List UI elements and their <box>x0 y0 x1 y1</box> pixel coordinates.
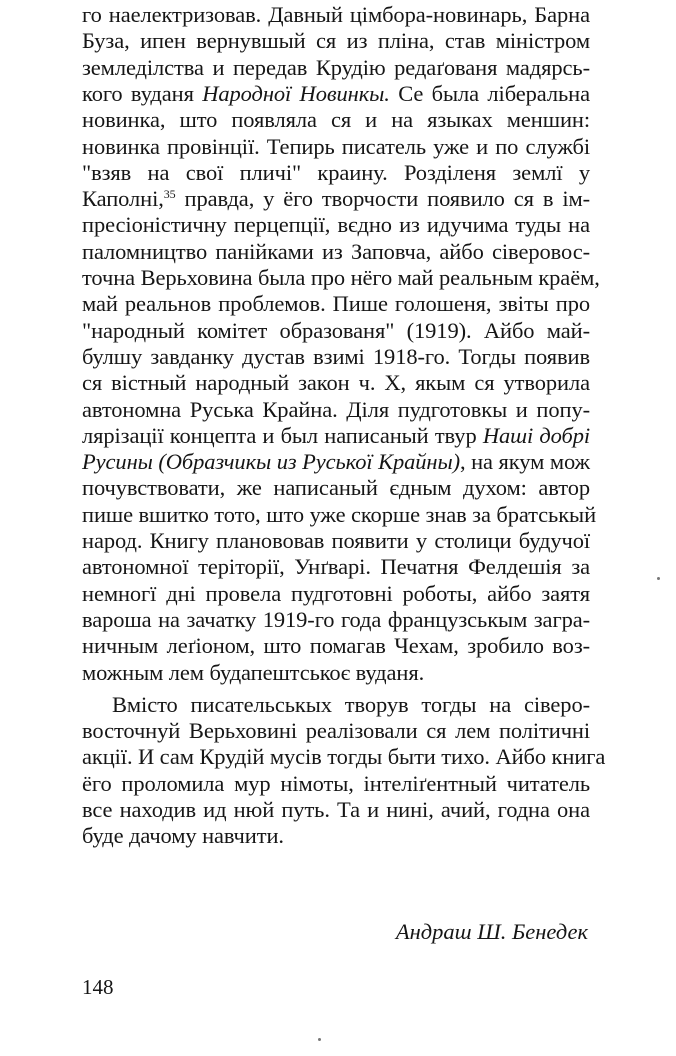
text-line: май реальнов проблемов. Пише голошеня, звіты про <box>82 291 590 317</box>
text-line: точна Верьховина была про нёго май реальным краём, <box>82 265 600 290</box>
text-line: восточнуй Верьховині реалізовали ся лем політичні <box>82 718 590 744</box>
text-line: Русины (Образчикы из Руської Крайны), на якум мож <box>82 449 591 475</box>
text-line: ёго проломила мур німоты, інтеліґентный читатель <box>82 770 590 796</box>
italic-title: Русины (Образчикы из Руської Крайны) <box>82 449 460 475</box>
text-line: пресіоністичну перцепції, вєдно из идучима туды на <box>82 212 590 238</box>
text-line: ничным леґіоном, што помагав Чехам, зробило воз- <box>82 633 590 659</box>
text-line: го наелектризовав. Давный цімбора-новинарь, Барна <box>82 2 590 27</box>
text-line: новинка, што появляла ся и на языках меншин: <box>82 107 590 133</box>
text-line: все находив ид нюй путь. Та и нині, ачий, годна она <box>82 797 590 822</box>
text-line: Вмісто писательськых творув тогды на сіверо- <box>112 691 590 717</box>
text-line: Каполні,$^{35}$ правда, у ёго творчости появило ся в ім- <box>82 186 590 212</box>
text-line: булшу завданку дустав взимі 1918-го. Тогды появив <box>82 343 590 369</box>
text-line: автономна Руська Крайна. Діля пудготовкы и попу- <box>82 396 590 422</box>
text-line: "народный комітет образованя" (1919). Айбо май- <box>82 317 590 343</box>
text-line: почувствовати, же написаный єдным духом: автор <box>82 475 590 501</box>
text-line: "взяв на свої пличі" краину. Розділеня землї у <box>82 159 590 185</box>
text-line: народ. Книгу планововав появити у столици будучої <box>82 528 590 553</box>
text-line: автономної теріторії, Унґварі. Печатня Фелдешія за <box>82 554 590 580</box>
text-line: кого вуданя Народної Новинкы. Се была ліберальна <box>82 80 590 106</box>
footnote-ref[interactable]: 35 <box>163 187 176 202</box>
text-line: новинка провінції. Тепирь писатель уже и по службі <box>82 133 590 159</box>
text-line: земледілства и передав Крудію редаґованя мадярсь- <box>82 54 590 80</box>
text-line: паломництво панійками из Заповча, айбо сіверовос- <box>82 238 590 264</box>
author-signature: Андраш Ш. Бенедек <box>395 919 588 944</box>
page-number: 148 <box>82 975 114 999</box>
text-line: ся вістный народный закон ч. X, якым ся утворила <box>82 370 590 396</box>
text-line: буде дачому навчити. <box>82 823 284 849</box>
scan-speck <box>318 1038 321 1041</box>
italic-title: Наші добрі <box>482 422 590 448</box>
text-line: Буза, ипен вернувшый ся из пліна, став міністром <box>82 28 590 54</box>
text-line: пише вшитко тото, што уже скорше знав за братськый <box>82 501 597 527</box>
text-line: немногї дні провела пудготовні роботы, айбо заятя <box>82 580 590 606</box>
text-line: можным лем будапештськоє вуданя. <box>82 659 425 685</box>
text-line: вароша на зачатку 1919-го года французськым загра- <box>82 606 590 632</box>
scan-speck <box>657 577 660 580</box>
italic-title: Народної Новинкы. <box>202 80 390 106</box>
text-line: лярізації концепта и был написаный твур Наші добрі <box>82 422 590 448</box>
text-line: акції. И сам Крудій мусів тогды быти тихо. Айбо книга <box>82 744 606 770</box>
